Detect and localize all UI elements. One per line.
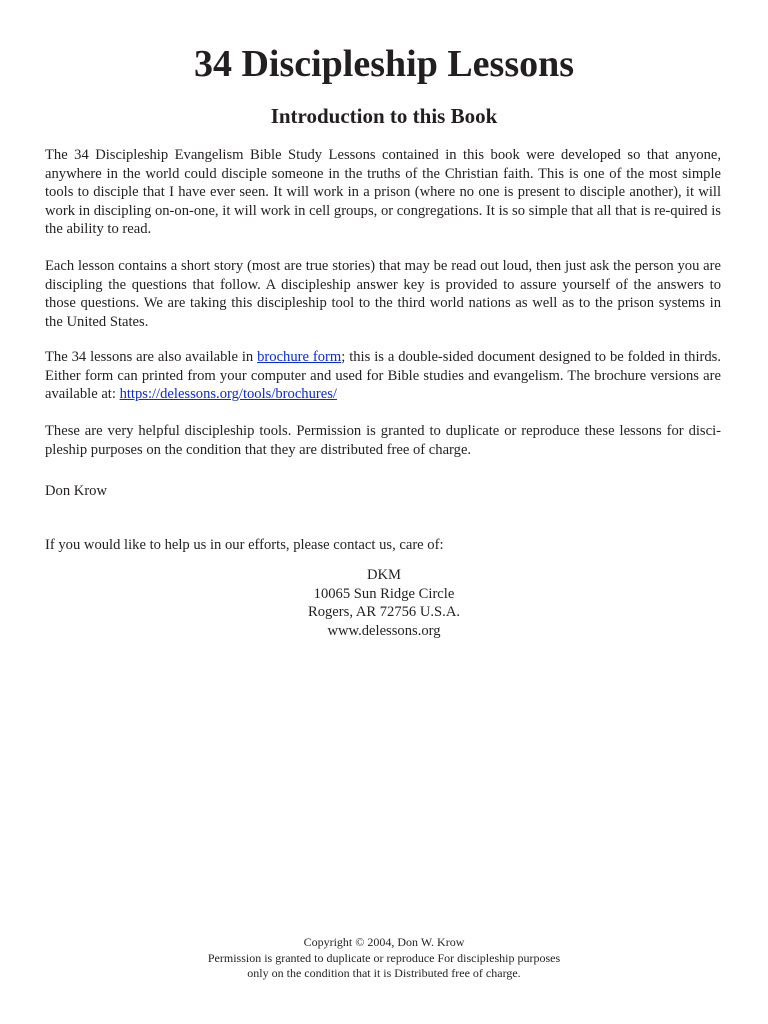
intro-paragraph-2: Each lesson contains a short story (most are true stories) that may be read out loud, then just ask the person you are discipling the questions that follow. A discipleship answer key is provided to assure yourself of the answers to those questions. We are taking this discipleship tool to the third world nations as well as to the prison systems in the United States.	[45, 258, 721, 330]
page-title: 34 Discipleship Lessons	[193, 43, 575, 85]
address-street: 10065 Sun Ridge Circle	[313, 585, 455, 602]
address-org: DKM	[366, 567, 402, 583]
paragraph-3-text-start: The 34 lessons are also available in	[45, 349, 258, 365]
permission-line-2: only on the condition that it is Distributed free of charge.	[247, 966, 521, 980]
paragraph-3-text-middle: ; this is a double-sided document designed to be folded in thirds. Either form can printed from your computer and used for Bible studies and evangelism. The brochure versions are available at:	[45, 349, 721, 402]
brochures-url-link[interactable]: https://delessons.org/tools/brochures/	[119, 386, 337, 402]
address-city: Rogers, AR 72756 U.S.A.	[307, 604, 461, 621]
intro-paragraph-1: The 34 Discipleship Evangelism Bible Study Lessons contained in this book were developed so that anyone, anywhere in the world could disciple someone in the truths of the Christian faith. This is one of the most simple tools to disciple that I have ever seen. It will work in a prison (where no one is present to disciple another), it will work in discipling on-on-one, it will work in cell groups, or congregations. It is so simple that all that is re-quired is the ability to read.	[45, 147, 721, 237]
copyright-footer	[0, 935, 768, 982]
intro-paragraph-4: These are very helpful discipleship tools. Permission is granted to duplicate or reproduce these lessons for disci-pleship purposes on the condition that they are distributed free of charge.	[45, 423, 721, 458]
address-website: www.delessons.org	[327, 623, 441, 640]
brochure-form-link[interactable]: brochure form	[257, 349, 342, 365]
copyright-line: Copyright © 2004, Don W. Krow	[303, 935, 465, 949]
section-subtitle: Introduction to this Book	[270, 104, 498, 128]
contact-intro: If you would like to help us in our efforts, please contact us, care of:	[45, 537, 444, 553]
author-signature: Don Krow	[45, 483, 108, 499]
permission-line-1: Permission is granted to duplicate or reproduce For discipleship purposes	[207, 950, 561, 965]
mailing-address	[0, 566, 768, 641]
intro-paragraph-3	[45, 348, 721, 404]
